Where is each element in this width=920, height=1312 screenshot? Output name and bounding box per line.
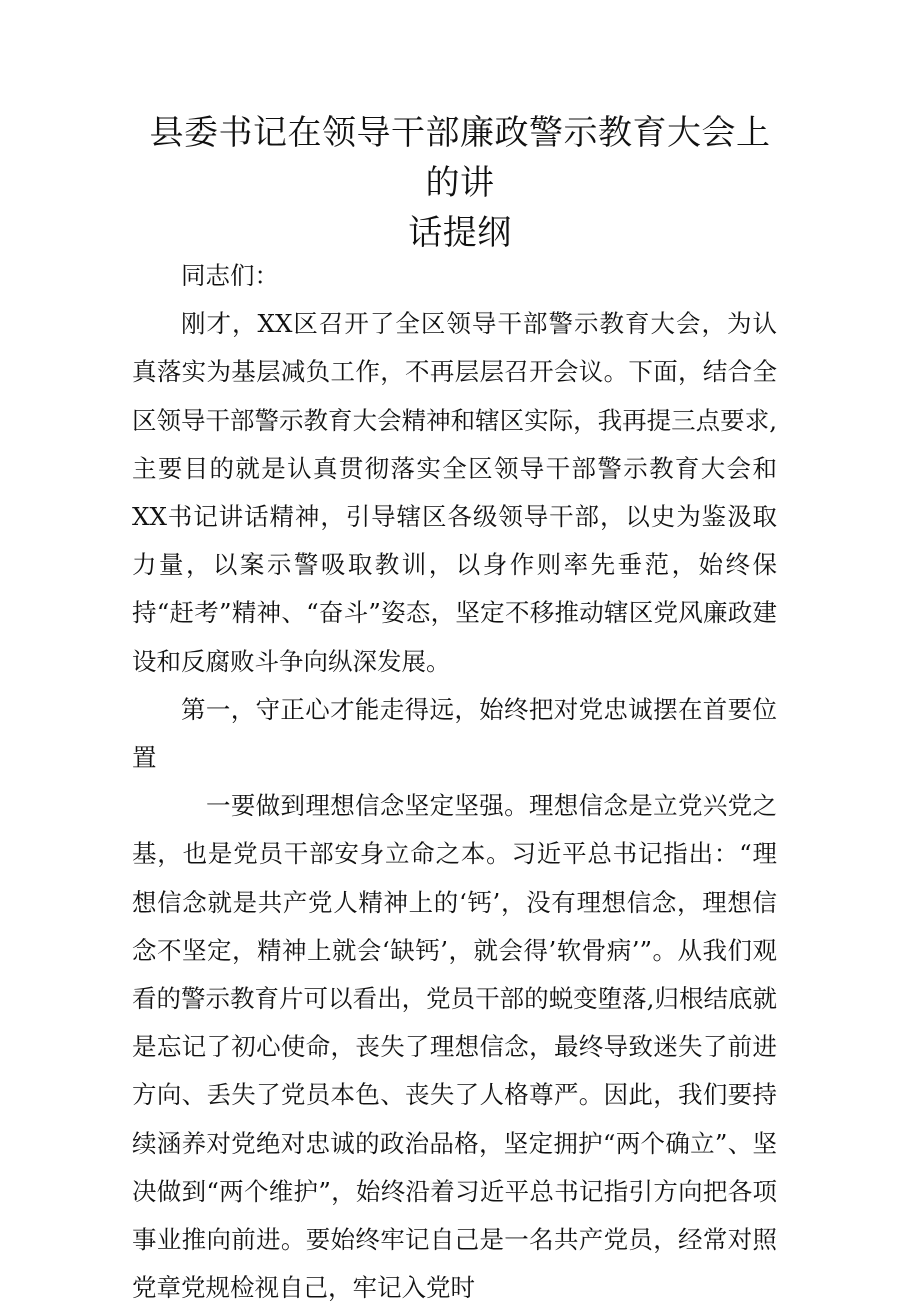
salutation: 同志们： xyxy=(181,261,279,290)
document-body xyxy=(132,252,777,1312)
document-title xyxy=(140,108,780,258)
title-line-1: 县委书记在领导干部廉政警示教育大会上的讲 xyxy=(149,113,771,203)
title-line-2: 话提纲 xyxy=(408,213,512,253)
section-heading-1: 第一，守正心才能走得远，始终把对党忠诚摆在首要位置 xyxy=(132,694,777,773)
paragraph-ideals: 一要做到理想信念坚定坚强。理想信念是立党兴党之基，也是党员干部安身立命之本。习近平总书记指出：“理想信念就是共产党人精神上的‘钙’，没有理想信念，理想信念不坚定，精神上就会‘缺钙’，就会得’软骨病’”。从我们观看的警示教育片可以看出，党员干部的蜕变堕落,归根结底就是忘记了初心使命，丧失了理想信念，最终导致迷失了前进方向、丢失了党员本色、丧失了人格尊严。因此，我们要持续涵养对党绝对忠诚的政治品格，坚定拥护“两个确立”、坚决做到“两个维护”，始终沿着习近平总书记指引方向把各项事业推向前进。要始终牢记自己是一名共产党员，经常对照党章党规检视自己，牢记入党时 xyxy=(132,791,777,1303)
paragraph-intro: 刚才，XX区召开了全区领导干部警示教育大会，为认真落实为基层减负工作，不再层层召开会议。下面，结合全区领导干部警示教育大会精神和辖区实际，我再提三点要求,主要目的就是认真贯彻落实全区领导干部警示教育大会和XX书记讲话精神，引导辖区各级领导干部，以史为鉴汲取力量，以案示警吸取教训，以身作则率先垂范，始终保持“赶考”精神、“奋斗”姿态，坚定不移推动辖区党风廉政建设和反腐败斗争向纵深发展。 xyxy=(132,309,777,676)
